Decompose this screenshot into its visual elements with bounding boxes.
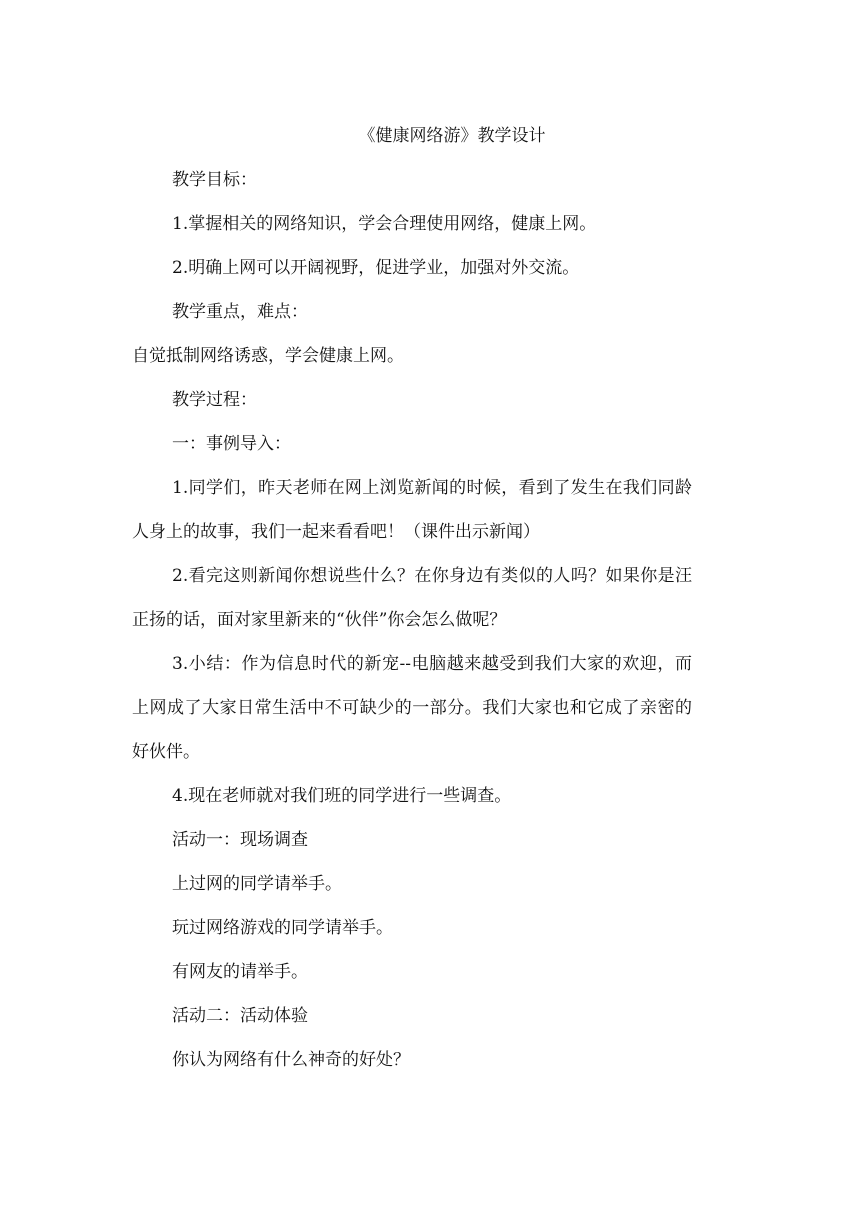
survey-item-2: 玩过网络游戏的同学请举手。 <box>172 918 393 938</box>
survey-item-1: 上过网的同学请举手。 <box>172 874 342 894</box>
goal-item-1: 1.掌握相关的网络知识，学会合理使用网络，健康上网。 <box>172 214 597 234</box>
key-points-text: 自觉抵制网络诱惑，学会健康上网。 <box>132 346 404 366</box>
document-body <box>132 114 732 1082</box>
paragraph-2: 2.看完这则新闻你想说些什么？在你身边有类似的人吗？如果你是汪正扬的话，面对家里新来的“伙伴”你会怎么做呢？ <box>132 566 692 630</box>
paragraph-1: 1.同学们，昨天老师在网上浏览新闻的时候，看到了发生在我们同龄人身上的故事，我们一起来看看吧！（课件出示新闻） <box>132 478 692 542</box>
goal-item-2: 2.明确上网可以开阔视野，促进学业，加强对外交流。 <box>172 258 580 278</box>
survey-item-3: 有网友的请举手。 <box>172 962 308 982</box>
key-points-heading: 教学重点，难点： <box>172 302 308 322</box>
teaching-goals-heading: 教学目标： <box>172 170 257 190</box>
activity-1-heading: 活动一：现场调查 <box>172 830 308 850</box>
document-title: 《健康网络游》教学设计 <box>358 126 546 146</box>
teaching-process-heading: 教学过程： <box>172 390 257 410</box>
paragraph-3: 3.小结：作为信息时代的新宠--电脑越来越受到我们大家的欢迎，而上网成了大家日常生活中不可缺少的一部分。我们大家也和它成了亲密的好伙伴。 <box>132 654 692 762</box>
question-item-1: 你认为网络有什么神奇的好处？ <box>172 1050 410 1070</box>
activity-2-heading: 活动二：活动体验 <box>172 1006 308 1026</box>
section-heading-intro: 一：事例导入： <box>172 434 291 454</box>
paragraph-4: 4.现在老师就对我们班的同学进行一些调查。 <box>172 786 512 806</box>
